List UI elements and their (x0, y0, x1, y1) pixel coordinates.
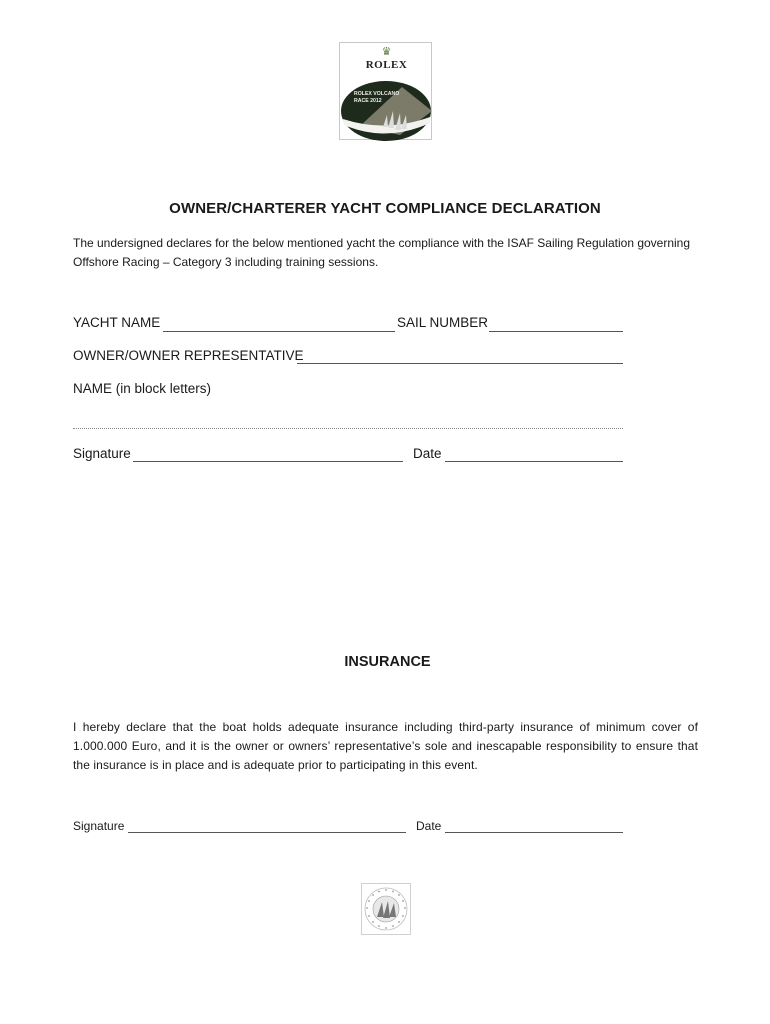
name-block-field[interactable] (73, 428, 623, 429)
sail-number-field[interactable] (489, 331, 623, 332)
insurance-paragraph: I hereby declare that the boat holds adequate insurance including third-party insurance of minimum cover of 1.000.000 Euro, and it is the owner or owners’ representative’s sole and inescapable responsibility to ensure that the insurance is in place and is adequate prior to participating in this event. (73, 720, 698, 772)
owner-rep-field[interactable] (297, 363, 623, 364)
signature-label: Signature (73, 446, 131, 461)
insurance-date-field[interactable] (445, 832, 623, 833)
yacht-name-field[interactable] (163, 331, 395, 332)
yacht-name-label: YACHT NAME (73, 315, 161, 330)
event-line-1: ROLEX VOLCANO (354, 91, 400, 97)
insurance-signature-field[interactable] (128, 832, 406, 833)
name-block-label: NAME (in block letters) (73, 381, 212, 396)
event-line-2: RACE 2012 (354, 98, 382, 104)
insurance-title: INSURANCE (344, 654, 431, 670)
date-field[interactable] (445, 461, 623, 462)
owner-rep-label: OWNER/OWNER REPRESENTATIVE (73, 348, 304, 363)
event-logo (339, 42, 432, 140)
logo-brand: ROLEX (365, 59, 408, 71)
insurance-date-label: Date (416, 819, 442, 833)
sail-number-label: SAIL NUMBER (397, 315, 489, 330)
isaf-seal-icon (361, 883, 411, 935)
page-title: OWNER/CHARTERER YACHT COMPLIANCE DECLARATION (169, 200, 601, 217)
crown-icon: ♛ (381, 46, 392, 58)
insurance-signature-label: Signature (73, 819, 125, 833)
signature-field[interactable] (133, 461, 403, 462)
date-label: Date (413, 446, 442, 461)
intro-paragraph: The undersigned declares for the below mentioned yacht the compliance with the ISAF Sailing Regulation governing Offshore Racing – Category 3 including training sessions. (73, 236, 691, 269)
volcano-race-emblem (340, 71, 433, 141)
